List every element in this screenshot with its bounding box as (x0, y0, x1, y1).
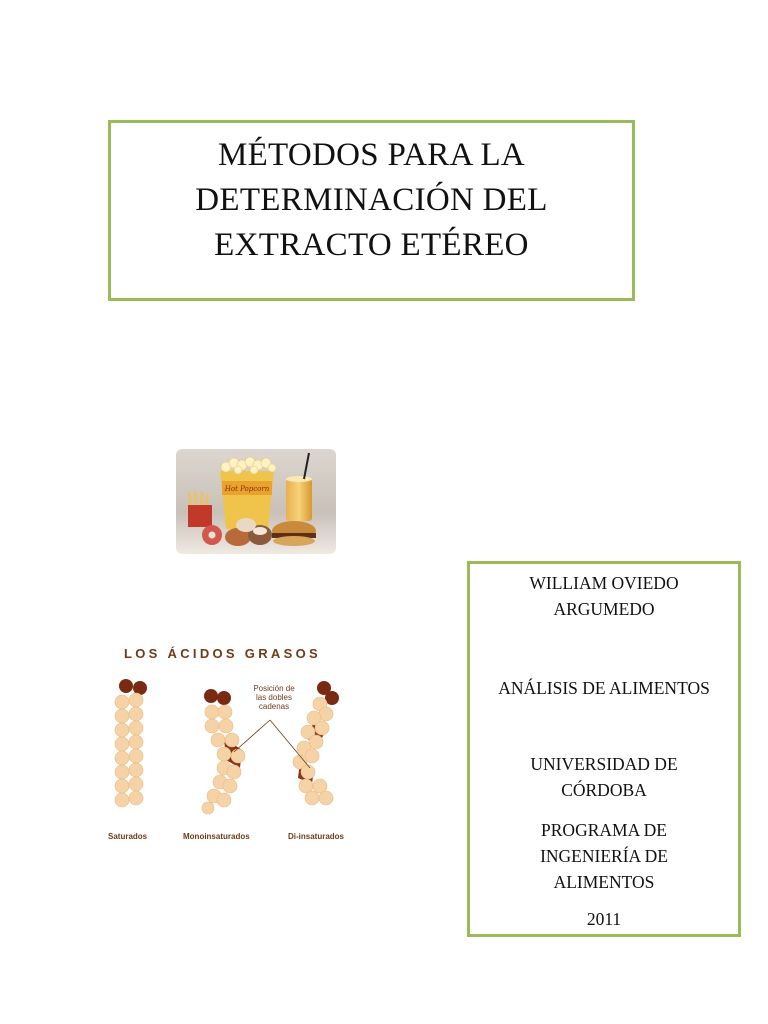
label-diunsaturated: Di-insaturados (288, 832, 345, 841)
author-name (470, 570, 738, 622)
title-line-3: EXTRACTO ETÉREO (214, 227, 529, 263)
program-line-3: ALIMENTOS (553, 872, 655, 892)
info-box (467, 561, 741, 937)
title-line-1: MÉTODOS PARA LA (217, 137, 526, 173)
monounsaturated-chain (202, 689, 245, 814)
year-line: 2011 (586, 909, 622, 929)
annotation-line-2: las dobles (255, 693, 293, 702)
saturated-chain (115, 679, 147, 807)
year (470, 906, 738, 932)
course-name (470, 675, 738, 701)
program-line-1: PROGRAMA DE (541, 820, 667, 840)
double-bond-annotation (244, 684, 304, 711)
annotation-line-3: cadenas (258, 702, 290, 711)
program-name (470, 817, 738, 895)
university-line-2: CÓRDOBA (561, 780, 647, 800)
university-name (470, 751, 738, 803)
document-title (195, 133, 547, 268)
course-line: ANÁLISIS DE ALIMENTOS (498, 678, 710, 698)
author-line-1: WILLIAM OVIEDO (529, 573, 679, 593)
annotation-line-1: Posición de (253, 684, 295, 693)
food-photo (176, 449, 336, 554)
popcorn-sign: Hot Popcorn (224, 485, 270, 493)
program-line-2: INGENIERÍA DE (540, 846, 668, 866)
author-line-2: ARGUMEDO (553, 599, 655, 619)
label-monounsaturated: Monoinsaturados (183, 832, 250, 841)
fatty-acids-title: LOS ÁCIDOS GRASOS (124, 646, 321, 661)
title-line-2: DETERMINACIÓN DEL (195, 182, 548, 218)
label-saturated: Saturados (108, 832, 148, 841)
fatty-acids-diagram (100, 668, 360, 858)
title-box (108, 120, 635, 301)
university-line-1: UNIVERSIDAD DE (530, 754, 678, 774)
drink-cup (286, 479, 312, 521)
